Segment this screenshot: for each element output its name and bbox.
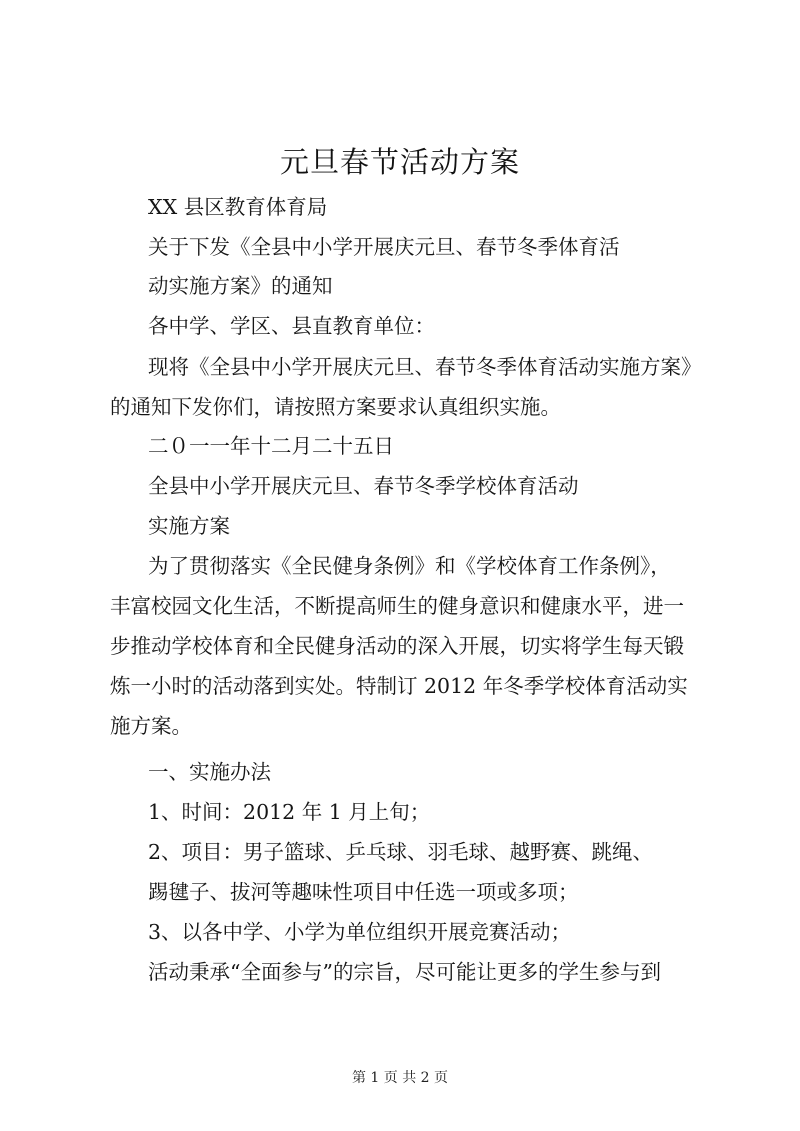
plan-body-line-1: 为了贯彻落实《全民健身条例》和《学校体育工作条例》， (148, 554, 671, 578)
plan-title-line-1: 全县中小学开展庆元旦、春节冬季学校体育活动 (148, 474, 579, 498)
item-2-line-1: 2、项目：男子篮球、乒乓球、羽毛球、越野赛、跳绳、 (148, 840, 654, 864)
item-2-line-2: 踢毽子、拔河等趣味性项目中任选一项或多项； (148, 880, 579, 904)
plan-body-line-5: 施方案。 (110, 714, 192, 738)
date-line: 二０一一年十二月二十五日 (148, 434, 394, 458)
plan-title-line-2: 实施方案 (148, 514, 230, 538)
recipients-line: 各中学、学区、县直教育单位： (148, 314, 435, 338)
notice-title-line-1: 关于下发《全县中小学开展庆元旦、春节冬季体育活 (148, 235, 620, 259)
section-heading: 一、实施办法 (148, 760, 271, 784)
item-3-line: 3、以各中学、小学为单位组织开展竞赛活动； (148, 920, 572, 944)
activity-line: 活动秉承“全面参与”的宗旨，尽可能让更多的学生参与到 (148, 960, 661, 984)
document-title: 元旦春节活动方案 (279, 145, 520, 179)
notice-body-line-1: 现将《全县中小学开展庆元旦、春节冬季体育活动实施方案》 (148, 355, 702, 379)
item-1-line: 1、时间：2012 年 1 月上旬； (148, 800, 431, 824)
plan-body-line-4: 炼一小时的活动落到实处。特制订 2012 年冬季学校体育活动实 (110, 674, 688, 698)
notice-title-line-2: 动实施方案》的通知 (148, 274, 333, 298)
notice-body-line-2: 的通知下发你们，请按照方案要求认真组织实施。 (110, 395, 561, 419)
plan-body-line-3: 步推动学校体育和全民健身活动的深入开展，切实将学生每天锻 (110, 634, 684, 658)
page-number-footer: 第 1 页 共 2 页 (351, 1070, 449, 1086)
plan-body-line-2: 丰富校园文化生活，不断提高师生的健身意识和健康水平，进一 (110, 594, 684, 618)
issuer-line: XX 县区教育体育局 (148, 195, 328, 219)
